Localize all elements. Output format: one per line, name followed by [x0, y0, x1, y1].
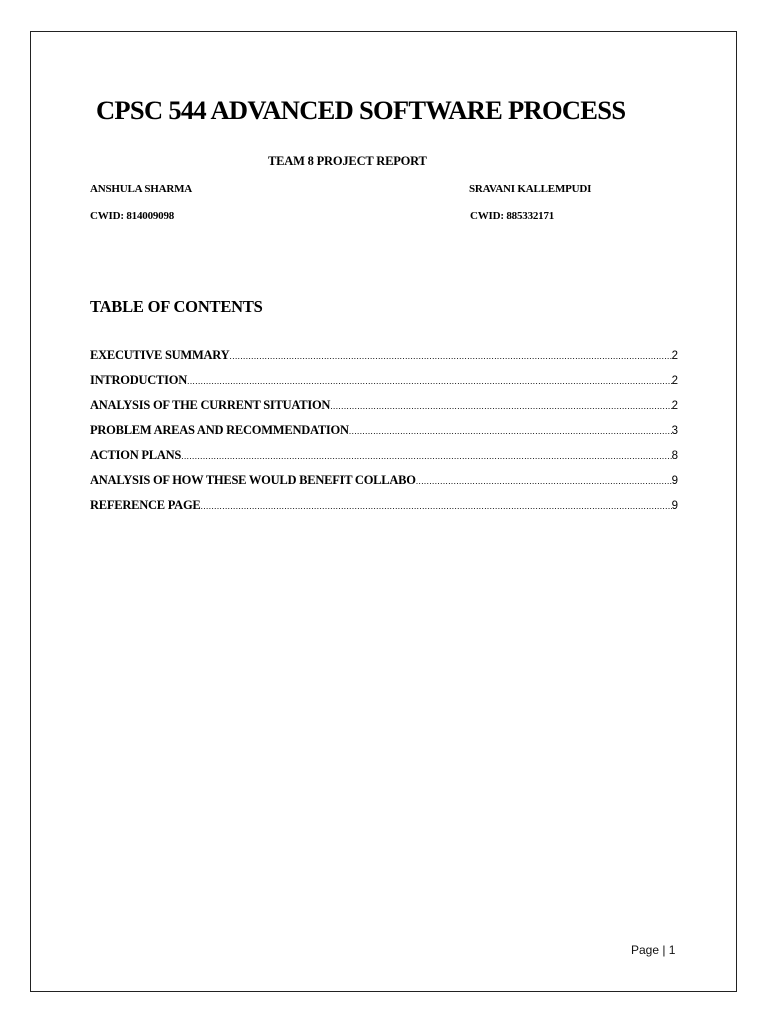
- toc-entry-page: 9: [671, 475, 678, 487]
- toc-entry-page: 2: [671, 375, 678, 387]
- toc-dot-leader: [187, 373, 672, 389]
- table-of-contents: [90, 347, 678, 522]
- toc-dot-leader: [349, 423, 672, 439]
- toc-dot-leader: [229, 348, 671, 364]
- page-number-footer: Page | 1: [631, 943, 676, 957]
- toc-entry-title: REFERENCE PAGE: [90, 498, 201, 512]
- document-subtitle: TEAM 8 PROJECT REPORT: [268, 154, 427, 168]
- toc-entry-reference-page[interactable]: [90, 497, 678, 522]
- toc-dot-leader: [201, 498, 672, 514]
- toc-entry-action-plans[interactable]: [90, 447, 678, 472]
- toc-entry-title: EXECUTIVE SUMMARY: [90, 348, 230, 362]
- toc-entry-problem-areas[interactable]: [90, 422, 678, 447]
- author-2-cwid: CWID: 885332171: [470, 210, 555, 222]
- toc-dot-leader: [330, 398, 671, 414]
- toc-entry-page: 3: [671, 425, 678, 437]
- toc-entry-page: 8: [671, 450, 678, 462]
- author-1-name: ANSHULA SHARMA: [90, 183, 193, 195]
- toc-entry-page: 2: [671, 350, 678, 362]
- author-1-cwid: CWID: 814009098: [90, 210, 175, 222]
- toc-entry-title: INTRODUCTION: [90, 373, 188, 387]
- toc-entry-introduction[interactable]: [90, 372, 678, 397]
- toc-entry-executive-summary[interactable]: [90, 347, 678, 372]
- toc-entry-title: ACTION PLANS: [90, 448, 182, 462]
- toc-dot-leader: [416, 473, 672, 489]
- toc-dot-leader: [181, 448, 671, 464]
- document-title: CPSC 544 ADVANCED SOFTWARE PROCESS: [96, 95, 626, 125]
- toc-entry-analysis-current-situation[interactable]: [90, 397, 678, 422]
- toc-entry-title: PROBLEM AREAS AND RECOMMENDATION: [90, 423, 349, 437]
- toc-entry-page: 2: [671, 400, 678, 412]
- toc-entry-page: 9: [671, 500, 678, 512]
- toc-heading: TABLE OF CONTENTS: [90, 297, 263, 316]
- toc-entry-title: ANALYSIS OF THE CURRENT SITUATION: [90, 398, 331, 412]
- toc-entry-analysis-benefit[interactable]: [90, 472, 678, 497]
- toc-entry-title: ANALYSIS OF HOW THESE WOULD BENEFIT COLLABO: [90, 473, 416, 487]
- author-2-name: SRAVANI KALLEMPUDI: [469, 183, 592, 195]
